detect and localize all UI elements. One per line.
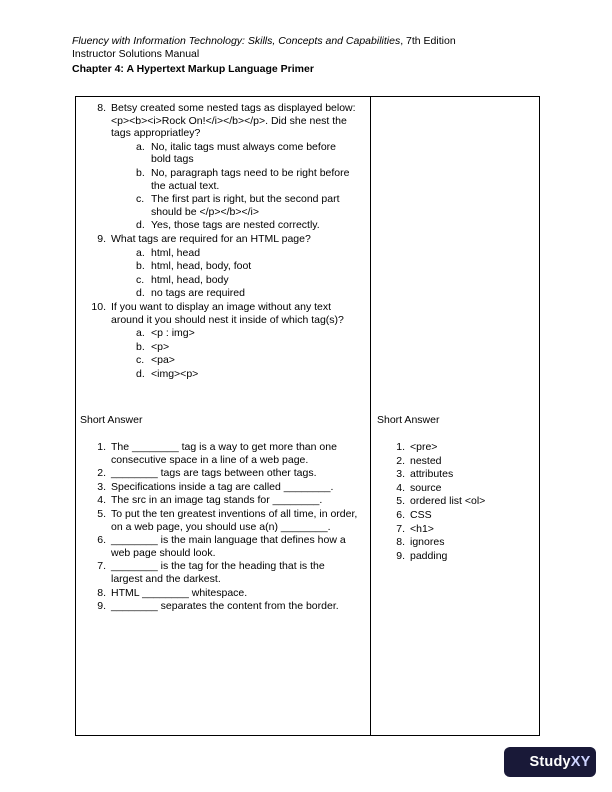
short-answer-item bbox=[90, 441, 358, 466]
question-text: If you want to display an image without any text around it you should nest it inside of which tag(s)? bbox=[111, 300, 344, 326]
item-number: 9. bbox=[97, 600, 106, 613]
option-letter: c. bbox=[136, 354, 145, 367]
answer-number: 3. bbox=[396, 468, 405, 481]
answer-text: source bbox=[410, 481, 442, 494]
answer-item bbox=[391, 523, 535, 536]
option-item bbox=[136, 368, 358, 381]
option-item bbox=[136, 247, 358, 260]
option-item bbox=[136, 341, 358, 354]
option-text: <pa> bbox=[151, 354, 175, 367]
logo-text bbox=[529, 753, 591, 770]
answer-text: <h1> bbox=[410, 522, 434, 535]
answer-number: 6. bbox=[396, 508, 405, 521]
item-number: 2. bbox=[97, 467, 106, 480]
item-text: To put the ten greatest inventions of all time, in order, on a web page, you should use a(n) ________. bbox=[111, 507, 358, 533]
item-number: 4. bbox=[97, 494, 106, 507]
item-number: 1. bbox=[97, 441, 106, 453]
item-text: ________ is the main language that defines how a web page should look. bbox=[111, 534, 346, 559]
book-title-italic: Fluency with Information Technology: Skills, Concepts and Capabilities bbox=[72, 35, 401, 47]
item-number: 5. bbox=[97, 507, 106, 520]
item-text: ________ separates the content from the border. bbox=[111, 600, 339, 613]
answer-item bbox=[391, 468, 535, 481]
answer-table bbox=[75, 96, 540, 736]
item-number: 7. bbox=[97, 560, 106, 573]
option-letter: a. bbox=[136, 246, 145, 259]
option-letter: a. bbox=[136, 140, 145, 153]
option-text: html, head, body bbox=[151, 273, 229, 286]
book-title-edition: , 7th Edition bbox=[400, 35, 456, 47]
item-text: ________ is the tag for the heading that is the largest and the darkest. bbox=[111, 560, 325, 585]
answer-text: attributes bbox=[410, 468, 454, 481]
question-item bbox=[90, 102, 358, 140]
option-letter: b. bbox=[136, 166, 145, 179]
answer-number: 8. bbox=[396, 536, 405, 549]
answers-spacer bbox=[377, 102, 535, 414]
answer-item bbox=[391, 441, 535, 454]
question-text: What tags are required for an HTML page? bbox=[111, 232, 311, 245]
option-item bbox=[136, 260, 358, 273]
short-answer-item bbox=[90, 508, 358, 533]
answer-item bbox=[391, 536, 535, 549]
answer-text: padding bbox=[410, 549, 448, 562]
option-text: The first part is right, but the second part should be </p></b></i> bbox=[151, 193, 340, 218]
question-item bbox=[90, 233, 358, 246]
answer-item bbox=[391, 550, 535, 563]
option-item bbox=[136, 167, 358, 192]
option-letter: d. bbox=[136, 367, 145, 380]
short-answer-item bbox=[90, 587, 358, 600]
option-text: html, head, body, foot bbox=[151, 260, 252, 273]
option-text: <img><p> bbox=[151, 367, 199, 380]
option-item bbox=[136, 354, 358, 367]
item-number: 6. bbox=[97, 534, 106, 547]
answer-number: 5. bbox=[396, 495, 405, 508]
short-answer-item bbox=[90, 467, 358, 480]
question-number: 8. bbox=[97, 102, 106, 114]
chapter-title: Chapter 4: A Hypertext Markup Language Primer bbox=[72, 63, 314, 75]
option-item bbox=[136, 287, 358, 300]
short-answer-answers bbox=[377, 441, 535, 562]
question-number: 10. bbox=[91, 300, 106, 313]
answer-text: <pre> bbox=[410, 441, 438, 453]
short-answer-questions bbox=[80, 441, 358, 613]
answer-item bbox=[391, 455, 535, 468]
option-text: Yes, those tags are nested correctly. bbox=[151, 219, 320, 232]
option-item bbox=[136, 219, 358, 232]
option-text: No, italic tags must always come before bold tags bbox=[151, 140, 336, 166]
option-letter: d. bbox=[136, 219, 145, 232]
answers-column bbox=[371, 97, 539, 735]
question-number: 9. bbox=[97, 232, 106, 245]
studyxy-logo bbox=[504, 747, 596, 777]
short-answer-item bbox=[90, 481, 358, 494]
answer-text: CSS bbox=[410, 508, 432, 521]
answer-text: ordered list <ol> bbox=[410, 495, 486, 508]
item-text: Specifications inside a tag are called ________. bbox=[111, 480, 334, 493]
item-text: HTML ________ whitespace. bbox=[111, 586, 248, 599]
questions-column bbox=[76, 97, 371, 735]
item-text: ________ tags are tags between other tags. bbox=[111, 467, 317, 480]
logo-text-xy: XY bbox=[570, 753, 591, 770]
option-letter: b. bbox=[136, 260, 145, 273]
short-answer-item bbox=[90, 600, 358, 613]
answer-number: 9. bbox=[396, 549, 405, 562]
document-header bbox=[72, 35, 582, 76]
option-item bbox=[136, 193, 358, 218]
answer-number: 4. bbox=[396, 481, 405, 494]
option-text: <p> bbox=[151, 340, 170, 353]
option-text: html, head bbox=[151, 246, 201, 259]
option-letter: a. bbox=[136, 327, 145, 340]
item-number: 8. bbox=[97, 586, 106, 599]
option-letter: c. bbox=[136, 193, 145, 206]
answer-item bbox=[391, 509, 535, 522]
plus-icon bbox=[509, 755, 524, 770]
answer-item bbox=[391, 495, 535, 508]
short-answer-heading-left: Short Answer bbox=[80, 414, 143, 426]
short-answer-heading-right: Short Answer bbox=[377, 414, 440, 426]
question-text: Betsy created some nested tags as displayed below: <p><b><i>Rock On!</i></b></p>. Did she nest the tags appropriatley? bbox=[111, 102, 356, 140]
item-number: 3. bbox=[97, 480, 106, 493]
short-answer-item bbox=[90, 560, 358, 585]
option-text: <p : img> bbox=[151, 327, 195, 340]
item-text: The src in an image tag stands for ________. bbox=[111, 494, 323, 507]
book-title bbox=[72, 35, 582, 48]
answer-text: ignores bbox=[410, 536, 445, 549]
option-item bbox=[136, 327, 358, 340]
logo-text-study: Study bbox=[529, 753, 571, 770]
option-text: no tags are required bbox=[151, 287, 245, 300]
option-letter: d. bbox=[136, 287, 145, 300]
item-text: The ________ tag is a way to get more than one consecutive space in a line of a web page. bbox=[111, 441, 337, 466]
answer-item bbox=[391, 482, 535, 495]
answer-number: 1. bbox=[396, 441, 405, 453]
answer-number: 2. bbox=[396, 454, 405, 467]
option-item bbox=[136, 274, 358, 287]
manual-subtitle: Instructor Solutions Manual bbox=[72, 48, 200, 60]
option-item bbox=[136, 141, 358, 166]
option-letter: b. bbox=[136, 340, 145, 353]
short-answer-item bbox=[90, 494, 358, 507]
option-text: No, paragraph tags need to be right before the actual text. bbox=[151, 166, 350, 192]
answer-text: nested bbox=[410, 454, 442, 467]
option-letter: c. bbox=[136, 273, 145, 286]
answer-number: 7. bbox=[396, 522, 405, 535]
question-item bbox=[90, 301, 358, 326]
short-answer-item bbox=[90, 534, 358, 559]
multiple-choice-block bbox=[80, 102, 358, 414]
